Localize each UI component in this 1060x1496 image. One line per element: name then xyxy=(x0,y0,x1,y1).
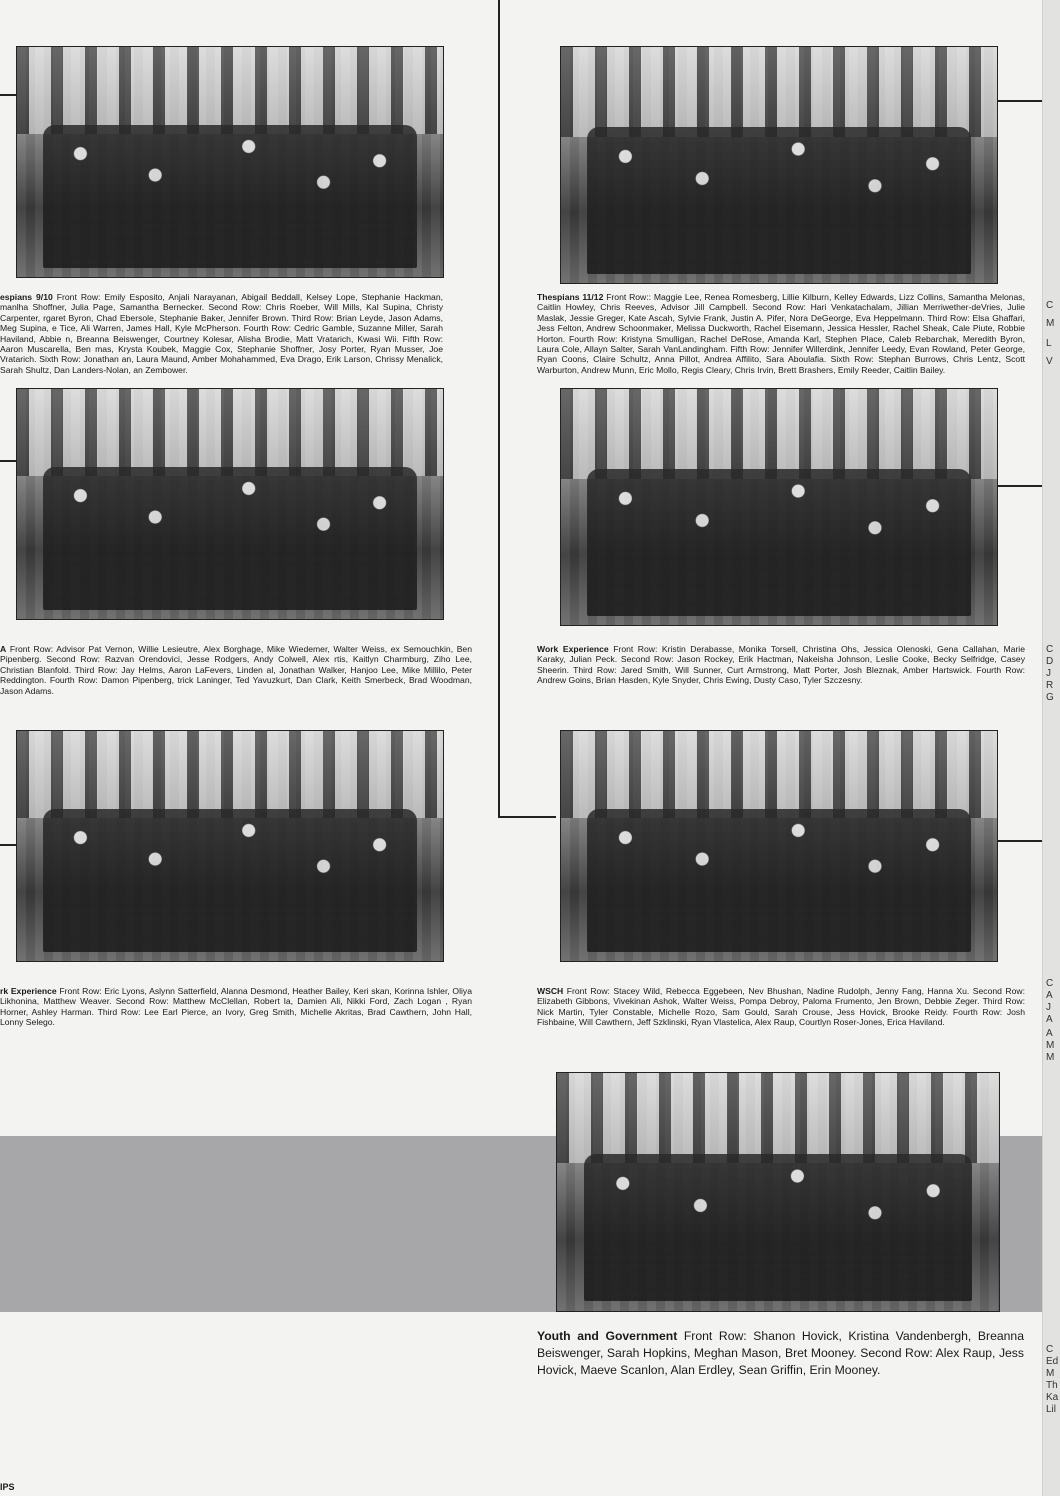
margin-letter: C xyxy=(1046,1344,1054,1355)
caption-text: Front Row: Advisor Pat Vernon, Willie Lesieutre, Alex Borghage, Mike Wiedemer, Walter Weiss, ex Semouchkin, Ben Pipenberg. Second Row: Razvan Orendovici, Jesse Rodgers, Andy Colwell, Alex rtis, Kaitlyn Charmburg, Ziho Lee, Christian Blanfold. Third Row: Jay Helms, Aaron LaFevers, Linden al, Jonathan Walker, Hanjoo Lee, Mike Millilo, Peter Reddington. Fourth Row: Damon Pipenberg, trick Laninger, Ted Yavuzkurt, Dan Clark, Keith Smerbeck, Brad Woodman, Jason Adams. xyxy=(0,644,472,696)
group-photo-youth-government xyxy=(556,1072,1000,1312)
margin-letter: V xyxy=(1046,356,1053,367)
group-photo-work-experience-right xyxy=(560,388,998,626)
caption-text: Front Row: Kristin Derabasse, Monika Torsell, Christina Ohs, Jessica Olenoski, Gena Callahan, Marie Karaky, Julian Peck. Second Row: Jason Rockey, Erik Hactman, Nakeisha Johnson, Leslie Cooke, Becky Selfridge, Casey Sheerin. Third Row: Jared Smith, Will Sunner, Curt Armstrong, Matt Porter, Josh Bleznak, Amber Hartswick. Fourth Row: Andrew Goins, Brian Hasden, Kyle Snyder, Chris Ewing, Dusty Caso, Tyler Szczesny. xyxy=(537,644,1025,686)
margin-letter: Ed xyxy=(1046,1356,1059,1367)
margin-letter: M xyxy=(1046,1040,1055,1051)
divider-rule xyxy=(0,844,16,846)
divider-rule xyxy=(998,100,1042,102)
margin-letter: M xyxy=(1046,318,1055,329)
margin-letter: C xyxy=(1046,978,1054,989)
caption-title: WSCH xyxy=(537,986,564,996)
group-photo-work-experience-left xyxy=(16,730,444,962)
caption-title: espians 9/10 xyxy=(0,292,53,302)
caption-title: Youth and Government xyxy=(537,1329,678,1343)
margin-letter: J xyxy=(1046,668,1051,679)
caption-youth-government xyxy=(537,1328,1024,1379)
page-folio: IPS xyxy=(0,1482,15,1492)
next-page-edge xyxy=(1042,0,1060,1496)
margin-letter: A xyxy=(1046,1014,1053,1025)
group-photo-wsch xyxy=(560,730,998,962)
margin-letter: Ka xyxy=(1046,1392,1059,1403)
caption-work-experience-right xyxy=(537,644,1025,686)
caption-thespians-1112 xyxy=(537,292,1025,375)
caption-tsa xyxy=(0,644,472,696)
divider-rule xyxy=(998,485,1042,487)
margin-letter: M xyxy=(1046,1052,1055,1063)
margin-letter: G xyxy=(1046,692,1054,703)
caption-text: Front Row: Eric Lyons, Aslynn Satterfield, Alanna Desmond, Heather Bailey, Keri skan, Korinna Ishler, Oliya Likhonina, Matthew Weaver. Second Row: Matthew McClellan, Robert la, Damien Ali, Nikki Ford, Zach Logan , Ryan Horner, Ashley Harman. Third Row: Lee Earl Pierce, an Ivory, Greg Smith, Michelle Akritas, Brad Cawthern, John Hall, Lonny Selego. xyxy=(0,986,473,1028)
caption-title: Thespians 11/12 xyxy=(537,292,604,302)
margin-letter: A xyxy=(1046,1028,1053,1039)
caption-text: Front Row: Emily Esposito, Anjali Narayanan, Abigail Beddall, Kelsey Lope, Stephanie Hackman, manlha Shoffner, Julia Page, Samantha Bernecker. Second Row: Chris Roeber, Will Mills, Kal Supina, Christy Carpenter, rgaret Byron, Chad Ebersole, Stephanie Baker, Jennifer Brown. Third Row: Brian Leyde, Jason Adams, Meg Supina, e Tice, Ali Warren, James Hall, Kyle McPherson. Fourth Row: Cedric Gamble, Suzanne Miller, Sarah Haviland, Abbie n, Breanna Beiswenger, Courtney Kolesar, Alisha Brodie, Matt Vratarich, Kwasi Wii. Fifth Row: Aaron Muscarella, Ben mas, Krysta Koubek, Maggie Cox, Stephanie Shoffner, Josy Porter, Ryan Musser, Joe Vratarich. Sixth Row: Jonathan an, Laura Maund, Amber Mohahammed, Eva Drago, Erik Larson, Chrissy Menalick, Sarah Shultz, Dan Landers-Nolan, an Zembower. xyxy=(0,292,444,375)
caption-text: Front Row:: Maggie Lee, Renea Romesberg, Lillie Kilburn, Kelley Edwards, Lizz Collins, Samantha Melonas, Caitlin Howley, Chris Reeves, Advisor Jill Campbell. Second Row: Hari Venkatachalam, Jillian Merriwether-deVries, Julie Maslak, Jessie Greger, Kate Ascah, Sylvie Frank, Justin A. Pifer, Nora DeGeorge, Eva Heppelmann. Third Row: Elsa Ghaffari, Jess Felton, Andrew Schoonmaker, Melissa Duckworth, Rachel Eisemann, Jessica Hessler, Rachel Sheak, Cale Piute, Robbie Horton. Fourth Row: Kristyna Smulligan, Rachel DeRose, Amanda Karl, Stephen Place, Caleb Rebarchak, Meredith Byron, Laura Cole, Allayn Salter, Sarah VanLandingham. Fifth Row: Jennifer Willerdink, Jennifer Leedy, Evan Rowland, Peter George, Ryan Coons, Claire Schultz, Anna Pillot, Andrea Affilito, Sara Aboulafia. Sixth Row: Stephan Burrows, Chris Lentz, Scott Warburton, Andrew Munn, Eric Mollo, Regis Cleary, Chris Irvin, Brett Brashers, Emily Reeder, Caitlin Bailey. xyxy=(537,292,1025,375)
margin-letter: Th xyxy=(1046,1380,1058,1391)
caption-thespians-910 xyxy=(0,292,443,375)
divider-rule xyxy=(0,460,16,462)
margin-letter: M xyxy=(1046,1368,1055,1379)
margin-letter: L xyxy=(1046,338,1052,349)
group-photo-tsa xyxy=(16,388,444,620)
caption-title: Work Experience xyxy=(537,644,609,654)
caption-wsch xyxy=(537,986,1025,1028)
margin-letter: D xyxy=(1046,656,1054,667)
margin-letter: C xyxy=(1046,300,1054,311)
caption-title: rk Experience xyxy=(0,986,57,996)
divider-rule xyxy=(998,840,1042,842)
margin-letter: C xyxy=(1046,644,1054,655)
caption-title: A xyxy=(0,644,7,654)
margin-letter: J xyxy=(1046,1002,1051,1013)
margin-letter: Lil xyxy=(1046,1404,1057,1415)
divider-rule xyxy=(498,0,500,818)
margin-letter: A xyxy=(1046,990,1053,1001)
group-photo-thespians-910 xyxy=(16,46,444,278)
divider-rule xyxy=(498,816,556,818)
group-photo-thespians-1112 xyxy=(560,46,998,284)
caption-work-experience-left xyxy=(0,986,472,1028)
divider-rule xyxy=(0,94,16,96)
caption-text: Front Row: Stacey Wild, Rebecca Eggebeen, Nev Bhushan, Nadine Rudolph, Jenny Fang, Hanna Xu. Second Row: Elizabeth Gibbons, Vivekinan Ashok, Walter Weiss, Pompa Debroy, Paloma Frumento, Jen Brown, Debbie Zeger. Third Row: Nick Martin, Tyler Constable, Michelle Rozo, Sam Gould, Sarah Crouse, Jess Hovick, Brooke Reidy. Fourth Row: Josh Fishbaine, Will Cawthern, Jeff Szklinski, Ryan Vlastelica, Alex Raup, Courtlyn Roser-Jones, Erica Haviland. xyxy=(537,986,1025,1028)
margin-letter: R xyxy=(1046,680,1054,691)
caption-text: Front Row: Shanon Hovick, Kristina Vandenbergh, Breanna Beiswenger, Sarah Hopkins, Meghan Mason, Bret Mooney. Second Row: Alex Raup, Jess Hovick, Maeve Scanlon, Alan Erdley, Sean Griffin, Erin Mooney. xyxy=(537,1329,1024,1377)
